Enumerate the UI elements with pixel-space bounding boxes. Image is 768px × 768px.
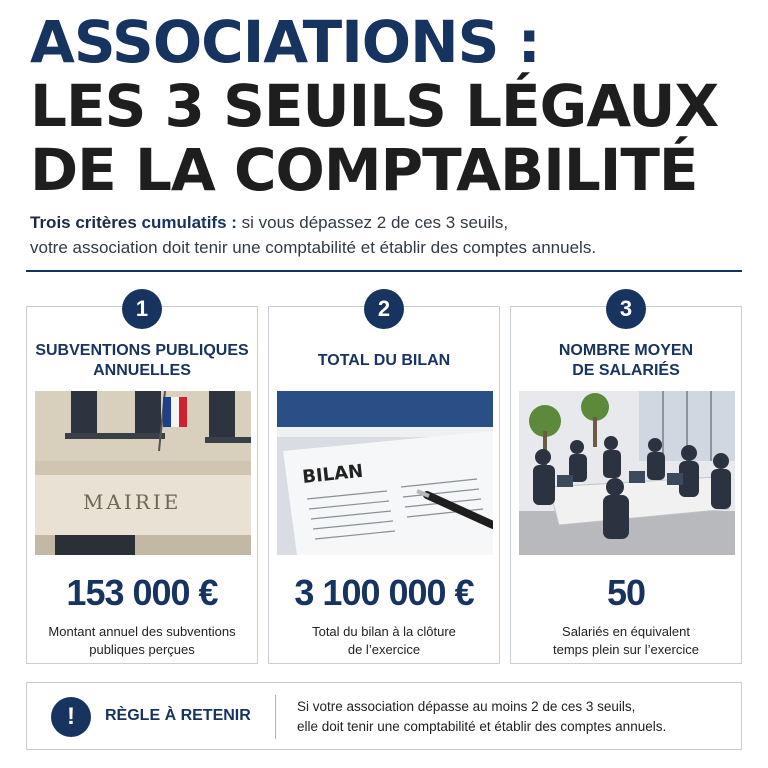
card-number-badge: 2	[364, 289, 404, 329]
threshold-card-employees	[510, 296, 742, 664]
card-value: 3 100 000 €	[294, 572, 474, 613]
card-desc-line-2: publiques perçues	[89, 642, 195, 657]
card-title	[33, 341, 251, 381]
card-description	[35, 623, 249, 659]
title-line-2: LES 3 SEUILS LÉGAUX	[30, 72, 719, 140]
card-title-line-1: TOTAL DU BILAN	[317, 352, 451, 369]
intro-highlight: cumulatifs :	[141, 213, 237, 232]
bilan-heading: BILAN	[301, 460, 365, 488]
card-desc-line-2: temps plein sur l’exercice	[553, 642, 699, 657]
intro-rest: si vous dépassez 2 de ces 3 seuils,	[236, 213, 509, 232]
threshold-card-subsidies	[26, 296, 258, 664]
intro-text	[30, 210, 750, 260]
card-description	[277, 623, 491, 659]
card-value: 153 000 €	[66, 572, 218, 613]
card-number-badge: 1	[122, 289, 162, 329]
card-desc-line-1: Montant annuel des subventions	[48, 624, 236, 639]
card-desc-line-2: de l’exercice	[347, 642, 421, 657]
office-meeting-image	[519, 391, 735, 555]
rule-text-line-2: elle doit tenir une comptabilité et établir des comptes annuels.	[297, 719, 667, 734]
card-value: 50	[606, 572, 646, 613]
card-desc-line-1: Salariés en équivalent	[562, 624, 690, 639]
rule-text	[297, 697, 737, 737]
title-line-3: DE LA COMPTABILITÉ	[30, 136, 698, 204]
threshold-card-balance-sheet	[268, 296, 500, 664]
intro-line-1	[30, 210, 750, 235]
exclamation-icon: !	[51, 697, 91, 737]
page-title	[30, 10, 750, 202]
rule-text-line-1: Si votre association dépasse au moins 2 de ces 3 seuils,	[297, 699, 636, 714]
card-title-line-1: SUBVENTIONS PUBLIQUES	[35, 342, 249, 359]
card-title	[275, 351, 493, 371]
section-divider	[26, 270, 742, 272]
town-hall-image	[35, 391, 251, 555]
rule-separator	[275, 695, 276, 739]
card-title-line-1: NOMBRE MOYEN	[558, 342, 694, 359]
rule-box	[26, 682, 742, 750]
balance-sheet-image	[277, 391, 493, 555]
mairie-inscription: MAIRIE	[83, 490, 182, 514]
card-title-line-2: DE SALARIÉS	[572, 362, 680, 379]
card-title-line-2: ANNUELLES	[93, 362, 191, 379]
card-number-badge: 3	[606, 289, 646, 329]
card-description	[519, 623, 733, 659]
title-line-1: ASSOCIATIONS :	[30, 8, 540, 76]
intro-line-2: votre association doit tenir une comptabilité et établir des comptes annuels.	[30, 238, 597, 257]
card-title	[517, 341, 735, 381]
rule-label: RÈGLE À RETENIR	[105, 707, 251, 724]
intro-lead: Trois critères	[30, 213, 137, 232]
card-desc-line-1: Total du bilan à la clôture	[312, 624, 456, 639]
